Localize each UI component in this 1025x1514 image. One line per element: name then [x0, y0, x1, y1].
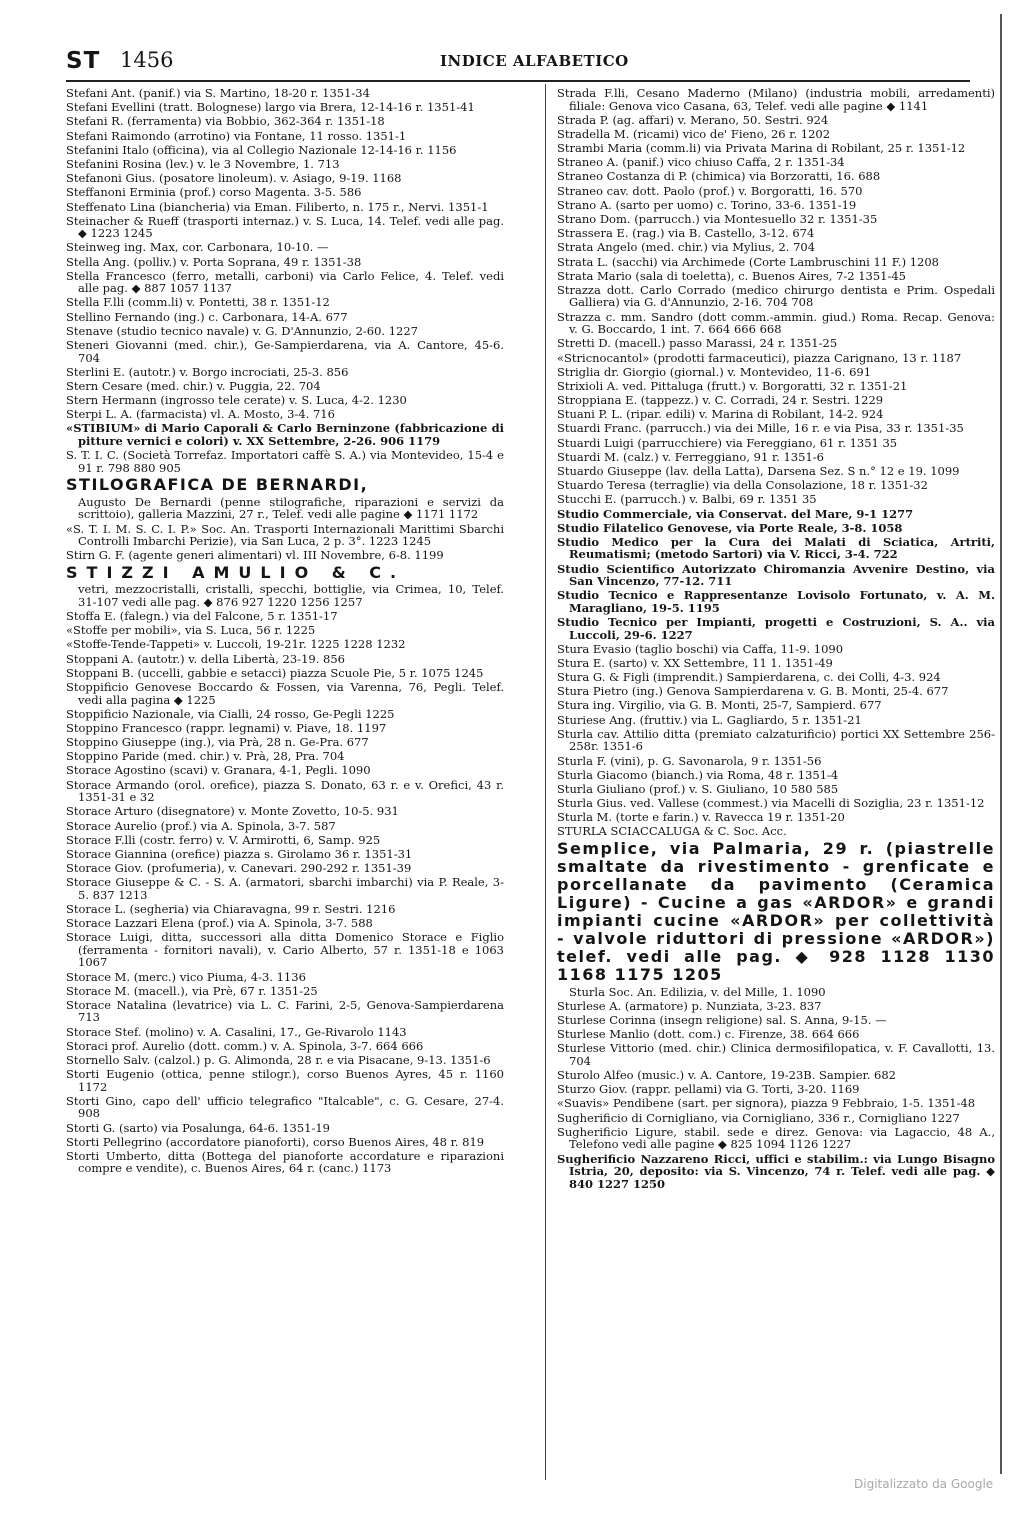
- list-item: Storace Arturo (disegnatore) v. Monte Zovetto, 10-5. 931: [66, 804, 399, 819]
- list-item: Stefani R. (ferramenta) via Bobbio, 362-364 r. 1351-18: [66, 114, 385, 129]
- list-item: Stern Cesare (med. chir.) v. Puggia, 22. 704: [66, 378, 321, 393]
- list-item: Storace Giannina (orefice) piazza s. Girolamo 36 r. 1351-31: [66, 846, 413, 861]
- list-item: Studio Commerciale, via Conservat. del Mare, 9-1 1277: [557, 506, 914, 521]
- list-item: Sturiese Ang. (fruttiv.) via L. Gagliardo, 5 r. 1351-21: [557, 712, 862, 727]
- list-item: Storace Giuseppe & C. - S. A. (armatori, sbarchi imbarchi) via P. Reale, 3-5. 837 1213: [66, 875, 504, 902]
- list-item: Sturlese Corinna (insegn religione) sal. S. Anna, 9-15. —: [557, 1013, 887, 1027]
- list-item: Sturla M. (torte e farin.) v. Ravecca 19 r. 1351-20: [557, 810, 845, 825]
- list-item: Stura Evasio (taglio boschi) via Caffa, 11-9. 1090: [557, 641, 844, 656]
- list-item: Storace Natalina (levatrice) via L. C. Farini, 2-5, Genova-Sampierdarena 713: [66, 997, 504, 1025]
- page-title: INDICE ALFABETICO: [440, 52, 629, 70]
- list-item: «Stoffe-Tende-Tappeti» v. Luccoli, 19-21r. 1225 1228 1232: [66, 637, 406, 652]
- list-item: Storace Agostino (scavi) v. Granara, 4-1, Pegli. 1090: [66, 763, 371, 778]
- list-item: Stuardi M. (calz.) v. Ferreggiano, 91 r. 1351-6: [557, 449, 824, 464]
- list-item: Stucchi E. (parrucch.) v. Balbi, 69 r. 1351 35: [557, 492, 817, 507]
- list-item: Stefanini Rosina (lev.) v. le 3 Novembre, 1. 713: [66, 156, 340, 171]
- list-item: Stefanoni Gius. (posatore linoleum). v. Asiago, 9-19. 1168: [66, 171, 402, 186]
- list-item: Sturla F. (vini), p. G. Savonarola, 9 r. 1351-56: [557, 753, 822, 768]
- list-item: Strada F.lli, Cesano Maderno (Milano) (industria mobili, arredamenti) filiale: Genova vico Casana, 63, Telef. vedi alle pagine ◆ 1141: [557, 86, 995, 113]
- list-item: Storaci prof. Aurelio (dott. comm.) v. A. Spinola, 3-7. 664 666: [66, 1038, 424, 1053]
- list-item: Stern Hermann (ingrosso tele cerate) v. S. Luca, 4-2. 1230: [66, 393, 407, 408]
- list-item: Storti Pellegrino (accordatore pianoforti), corso Buenos Aires, 48 r. 819: [66, 1134, 485, 1149]
- list-item: Strixioli A. ved. Pittaluga (frutt.) v. Borgoratti, 32 r. 1351-21: [557, 378, 908, 393]
- list-item: Stoffa E. (falegn.) via del Falcone, 5 r. 1351-17: [66, 609, 338, 624]
- list-item: Stella F.lli (comm.li) v. Pontetti, 38 r. 1351-12: [66, 295, 330, 310]
- list-item: Stefani Ant. (panif.) via S. Martino, 18-20 r. 1351-34: [66, 86, 370, 100]
- list-item: Striglia dr. Giorgio (giornal.) v. Montevideo, 11-6. 691: [557, 364, 872, 379]
- list-item: Stuardi Franc. (parrucch.) via dei Mille, 16 r. e via Pisa, 33 r. 1351-35: [557, 421, 964, 436]
- list-item: Storace Aurelio (prof.) via A. Spinola, 3-7. 587: [66, 818, 336, 833]
- list-item: Stradella M. (ricami) vico de' Fieno, 26 r. 1202: [557, 126, 831, 141]
- list-item: Steinweg ing. Max, cor. Carbonara, 10-10. —: [66, 240, 329, 255]
- list-item: Storace L. (segheria) via Chiaravagna, 99 r. Sestri. 1216: [66, 901, 396, 916]
- list-item: «Stoffe per mobili», via S. Luca, 56 r. 1225: [66, 623, 316, 638]
- list-item: Stella Francesco (ferro, metalli, carboni) via Carlo Felice, 4. Telef. vedi alle pag. ◆ 887 1057 1137: [66, 268, 504, 296]
- list-item: Strata Angelo (med. chir.) via Mylius, 2. 704: [557, 240, 816, 255]
- list-item: «Suavis» Pendibene (sart. per signora), piazza 9 Febbraio, 1-5. 1351-48: [557, 1096, 976, 1111]
- list-item: Storti Umberto, ditta (Bottega del pianoforte accordature e riparazioni compre e vendite), c. Buenos Aires, 64 r. (canc.) 1173: [66, 1148, 504, 1176]
- list-item: Stuardo Teresa (terraglie) via della Consolazione, 18 r. 1351-32: [557, 478, 928, 493]
- list-item: Strambi Maria (comm.li) via Privata Marina di Robilant, 25 r. 1351-12: [557, 141, 966, 156]
- list-item: Storti Eugenio (ottica, penne stilogr.), corso Buenos Ayres, 45 r. 1160 1172: [66, 1067, 504, 1094]
- list-item: S. T. I. C. (Società Torrefaz. Importatori caffè S. A.) via Montevideo, 15-4 e 91 r. 798 880 905: [66, 448, 504, 475]
- list-item: Stura ing. Virgilio, via G. B. Monti, 25-7, Sampierd. 677: [557, 698, 882, 713]
- page-edge-line: [1000, 14, 1002, 1474]
- list-item: Storti Gino, capo dell' ufficio telegrafico "Italcable", c. G. Cesare, 27-4. 908: [66, 1093, 504, 1121]
- list-item: Straneo cav. dott. Paolo (prof.) v. Borgoratti, 16. 570: [557, 183, 863, 198]
- list-item: Sturolo Alfeo (music.) v. A. Cantore, 19-23B. Sampier. 682: [557, 1068, 896, 1083]
- list-item: Stuardo Giuseppe (lav. della Latta), Darsena Sez. S n.° 12 e 19. 1099: [557, 464, 960, 478]
- list-item: Sterpi L. A. (farmacista) vl. A. Mosto, 3-4. 716: [66, 407, 335, 422]
- list-item: Sturzo Giov. (rappr. pellami) via G. Torti, 3-20. 1169: [557, 1082, 860, 1097]
- list-item: Stornello Salv. (calzol.) p. G. Alimonda, 28 r. e via Pisacane, 9-13. 1351-6: [66, 1052, 491, 1067]
- list-item: Sugherificio di Cornigliano, via Cornigliano, 336 r., Cornigliano 1227: [557, 1110, 960, 1125]
- list-item: Stretti D. (macell.) passo Marassi, 24 r. 1351-25: [557, 336, 838, 351]
- left-column: [66, 87, 504, 1177]
- list-item: Sterlini E. (autotr.) v. Borgo incrociati, 25-3. 856: [66, 364, 349, 379]
- list-item: «STIBIUM» di Mario Caporali & Carlo Berninzone (fabbricazione di pitture vernici e colori) v. XX Settembre, 2-26. 906 1179: [66, 421, 504, 448]
- list-item: vetri, mezzocristalli, cristalli, specchi, bottiglie, via Crimea, 10, Telef. 31-107 vedi alle pag. ◆ 876 927 1220 1256 1257: [78, 582, 504, 609]
- list-item: Studio Filatelico Genovese, via Porte Reale, 3-8. 1058: [557, 520, 903, 535]
- list-item: Stoppani A. (autotr.) v. della Libertà, 23-19. 856: [66, 651, 345, 666]
- list-item: Stoppificio Nazionale, via Cialli, 24 rosso, Ge-Pegli 1225: [66, 706, 395, 721]
- list-item: Storace M. (macell.), via Prè, 67 r. 1351-25: [66, 983, 318, 998]
- list-item: STURLA SCIACCALUGA & C. Soc. Acc.: [557, 824, 787, 839]
- list-item: Straneo A. (panif.) vico chiuso Caffa, 2 r. 1351-34: [557, 155, 845, 170]
- list-item: Stella Ang. (polliv.) v. Porta Soprana, 49 r. 1351-38: [66, 254, 362, 269]
- list-item: Strada P. (ag. affari) v. Merano, 50. Sestri. 924: [557, 112, 829, 127]
- list-item: Studio Scientifico Autorizzato Chiromanzia Avvenire Destino, via San Vincenzo, 77-12. 711: [557, 561, 995, 589]
- list-item: Strano Dom. (parrucch.) via Montesuello 32 r. 1351-35: [557, 212, 878, 226]
- watermark: Digitalizzato da Google: [854, 1477, 994, 1491]
- list-item: Sugherificio Nazzareno Ricci, uffici e stabilim.: via Lungo Bisagno Istria, 20, deposito: via S. Vincenzo, 74 r. Telef. vedi alle pag. ◆ 840 1227 1250: [557, 1151, 995, 1191]
- list-item: Strano A. (sarto per uomo) c. Torino, 33-6. 1351-19: [557, 197, 857, 212]
- list-item: Sturla Giacomo (bianch.) via Roma, 48 r. 1351-4: [557, 767, 839, 782]
- list-item: Stefanini Italo (officina), via al Collegio Nazionale 12-14-16 r. 1156: [66, 142, 457, 157]
- list-item: Sturlese Manlio (dott. com.) c. Firenze, 38. 664 666: [557, 1027, 860, 1042]
- list-item: Storace F.lli (costr. ferro) v. V. Armirotti, 6, Samp. 925: [66, 832, 381, 847]
- list-item: Stellino Fernando (ing.) c. Carbonara, 14-A. 677: [66, 309, 348, 324]
- list-item: Strassera E. (rag.) via B. Castello, 3-12. 674: [557, 226, 815, 241]
- list-item: Sturla Soc. An. Edilizia, v. del Mille, 1. 1090: [569, 984, 826, 999]
- list-item: Steinacher & Rueff (trasporti internaz.) v. S. Luca, 14. Telef. vedi alle pag. ◆ 1223 1245: [66, 213, 504, 241]
- list-item: Sturla cav. Attilio ditta (premiato calzaturificio) portici XX Settembre 256-258r. 1351-6: [557, 726, 995, 754]
- page-header: [66, 48, 970, 78]
- list-item: Stuardi Luigi (parrucchiere) via Fereggiano, 61 r. 1351 35: [557, 435, 898, 450]
- list-item: Sturlese A. (armatore) p. Nunziata, 3-23. 837: [557, 998, 822, 1013]
- header-rule: [66, 80, 970, 82]
- list-item: Storace Armando (orol. orefice), piazza S. Donato, 63 r. e v. Orefici, 43 r. 1351-31 e 32: [66, 777, 504, 805]
- list-item: Storti G. (sarto) via Posalunga, 64-6. 1351-19: [66, 1120, 330, 1135]
- list-item: Straneo Costanza di P. (chimica) via Borzoratti, 16. 688: [557, 169, 881, 184]
- list-item: Steneri Giovanni (med. chir.), Ge-Sampierdarena, via A. Cantore, 45-6. 704: [66, 338, 504, 365]
- list-item: «S. T. I. M. S. C. I. P.» Soc. An. Trasporti Internazionali Marittimi Sbarchi Controlli Imbarchi Perizie), via San Luca, 2 p. 3°. 1223 1245: [66, 521, 504, 548]
- page-number: 1456: [120, 48, 174, 72]
- list-item: Storace Giov. (profumeria), v. Canevari. 290-292 r. 1351-39: [66, 861, 412, 876]
- list-item: Studio Tecnico e Rappresentanze Lovisolo Fortunato, v. A. M. Maragliano, 19-5. 1195: [557, 588, 995, 615]
- list-item: Storace Stef. (molino) v. A. Casalini, 17., Ge-Rivarolo 1143: [66, 1024, 407, 1039]
- list-item: Stirn G. F. (agente generi alimentari) vl. III Novembre, 6-8. 1199: [66, 548, 444, 563]
- list-item: Steffanoni Erminia (prof.) corso Magenta. 3-5. 586: [66, 185, 362, 200]
- right-column: [557, 87, 995, 1192]
- list-item: Studio Tecnico per Impianti, progetti e Costruzioni, S. A.. via Luccoli, 29-6. 1227: [557, 615, 995, 642]
- list-item: Stura Pietro (ing.) Genova Sampierdarena v. G. B. Monti, 25-4. 677: [557, 684, 949, 699]
- list-item: Strata L. (sacchi) via Archimede (Corte Lambruschini 11 F.) 1208: [557, 254, 939, 269]
- list-item: Storace Luigi, ditta, successori alla ditta Domenico Storace e Figlio (ferramenta - fornitori navali), v. Cario Alberto, 57 r. 1351-18 e 1063 1067: [66, 930, 504, 970]
- list-item: Studio Medico per la Cura dei Malati di Sciatica, Artriti, Reumatismi; (metodo Sartori) via V. Ricci, 3-4. 722: [557, 534, 995, 562]
- list-item: Storace Lazzari Elena (prof.) via A. Spinola, 3-7. 588: [66, 916, 373, 931]
- list-item: Stoppani B. (uccelli, gabbie e setacci) piazza Scuole Pie, 5 r. 1075 1245: [66, 665, 484, 680]
- list-item-display-heading: STIZZI AMULIO & C.: [66, 562, 406, 582]
- list-item: Steffenato Lina (biancheria) via Eman. Filiberto, n. 175 r., Nervi. 1351-1: [66, 199, 489, 214]
- column-divider: [545, 84, 546, 1480]
- list-item: Stenave (studio tecnico navale) v. G. D'Annunzio, 2-60. 1227: [66, 323, 419, 338]
- list-item: Stefani Evellini (tratt. Bolognese) largo via Brera, 12-14-16 r. 1351-41: [66, 100, 475, 115]
- section-letters: ST: [66, 48, 101, 74]
- list-item: Stroppiana E. (tappezz.) v. C. Corradi, 24 r. Sestri. 1229: [557, 393, 884, 408]
- list-item: Stefani Raimondo (arrotino) via Fontane, 11 rosso. 1351-1: [66, 128, 407, 143]
- list-item: Sturlese Vittorio (med. chir.) Clinica dermosifilopatica, v. F. Cavallotti, 13. 704: [557, 1041, 995, 1068]
- list-item: Sturla Gius. ved. Vallese (commest.) via Macelli di Soziglia, 23 r. 1351-12: [557, 796, 985, 811]
- list-item: Sturla Giuliano (prof.) v. S. Giuliano, 10 580 585: [557, 781, 839, 796]
- list-item: Augusto De Bernardi (penne stilografiche, riparazioni e servizi da scrittoio), galleria Mazzini, 27 r., Telef. vedi alle pagine ◆ 1171 1172: [78, 494, 504, 522]
- list-item-display-heading: Semplice, via Palmaria, 29 r. (piastrelle smaltate da rivestimento - grenficate e porcellanate da pavimento (Ceramica Ligure) - Cucine a gas «ARDOR» e grandi impianti cucine «ARDOR» per collettività - valvole riduttori di pressione «ARDOR») telef. vedi alle pag. ◆ 928 1128 1130 1168 1175 1205: [557, 838, 995, 984]
- list-item: Stuani P. L. (ripar. edili) v. Marina di Robilant, 14-2. 924: [557, 407, 884, 422]
- list-item: Strazza dott. Carlo Corrado (medico chirurgo dentista e Prim. Ospedali Galliera) via G. d'Annunzio, 2-16. 704 708: [557, 282, 995, 310]
- list-item: «Stricnocantol» (prodotti farmaceutici), piazza Carignano, 13 r. 1187: [557, 350, 962, 365]
- list-item: Stura G. & Figli (imprendit.) Sampierdarena, c. dei Colli, 4-3. 924: [557, 670, 941, 685]
- list-item: Stura E. (sarto) v. XX Settembre, 11 1. 1351-49: [557, 655, 833, 670]
- list-item: Stoppino Francesco (rappr. legnami) v. Piave, 18. 1197: [66, 720, 387, 735]
- list-item: Strazza c. mm. Sandro (dott comm.-ammin. giud.) Roma. Recap. Genova: v. G. Boccardo, 1 int. 7. 664 666 668: [557, 309, 995, 337]
- list-item: Stoppino Giuseppe (ing.), via Prà, 28 n. Ge-Pra. 677: [66, 735, 369, 750]
- list-item-display-heading: STILOGRAFICA DE BERNARDI,: [66, 475, 369, 495]
- list-item: Storace M. (merc.) vico Piuma, 4-3. 1136: [66, 969, 306, 984]
- list-item: Stoppificio Genovese Boccardo & Fossen, via Varenna, 76, Pegli. Telef. vedi alla pagina ◆ 1225: [66, 680, 504, 707]
- list-item: Stoppino Paride (med. chir.) v. Prà, 28, Pra. 704: [66, 749, 345, 764]
- list-item: Strata Mario (sala di toeletta), c. Buenos Aires, 7-2 1351-45: [557, 268, 906, 283]
- list-item: Sugherificio Ligure, stabil. sede e direz. Genova: via Lagaccio, 48 A., Telefono vedi alle pagine ◆ 825 1094 1126 1227: [557, 1124, 995, 1152]
